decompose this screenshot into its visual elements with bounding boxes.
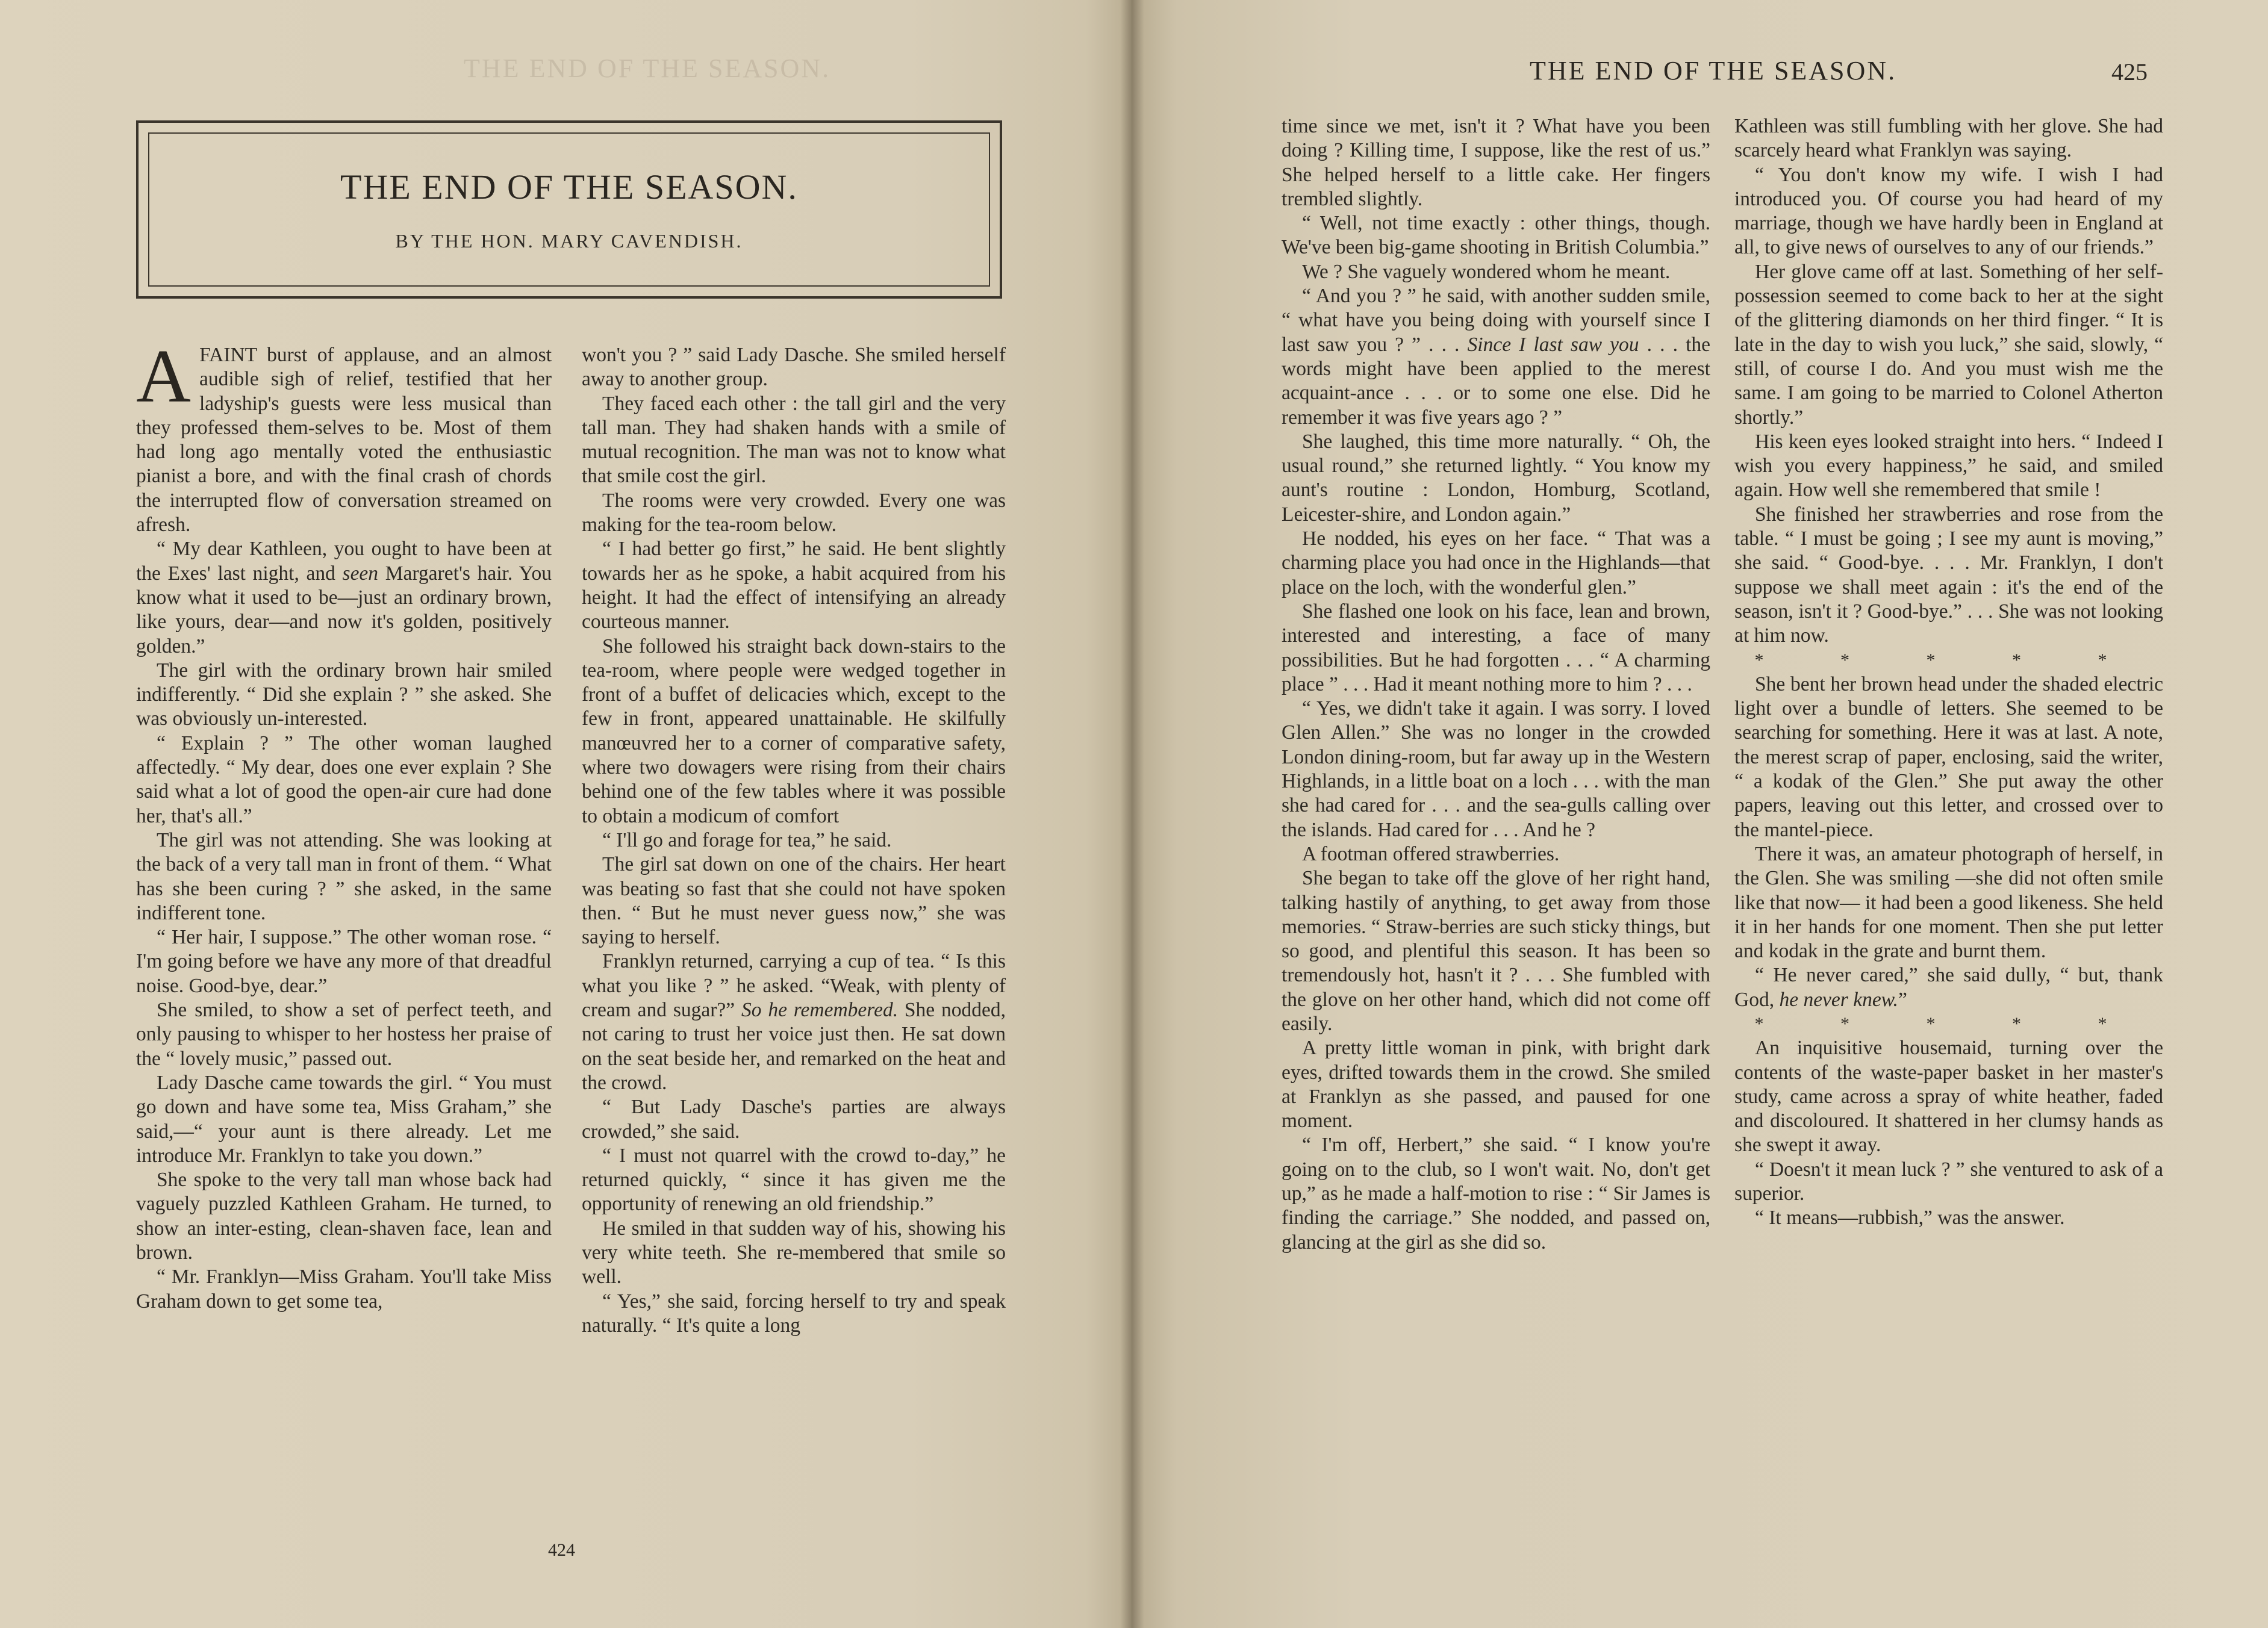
left-page xyxy=(0,0,1131,1628)
page-number-right: 425 xyxy=(2111,58,2148,85)
title-box-inner xyxy=(148,132,990,287)
paragraph: “ Explain ? ” The other woman laughed affectedly. “ My dear, does one ever explain ? She said what a lot of good the open-air cure had done her, that's all.” xyxy=(136,732,552,827)
paragraph-text: . . . the words might have been applied to the merest acquaint-ance . . . or to some one else. Did he remember it was five years ago ? ” xyxy=(1282,333,1710,429)
running-head: THE END OF THE SEASON. xyxy=(1530,56,1897,85)
paragraph: “ I'll go and forage for tea,” he said. xyxy=(602,828,892,851)
paragraph: She spoke to the very tall man whose back had vaguely puzzled Kathleen Graham. He turned, to show an inter-esting, clean-shaven face, lean and brown. xyxy=(136,1169,552,1264)
paragraph: She smiled, to show a set of perfect teeth, and only pausing to whisper to her hostess her praise of the “ lovely music,” passed out. xyxy=(136,999,552,1070)
paragraph: Kathleen was still fumbling with her glove. She had scarcely heard what Franklyn was saying. xyxy=(1734,115,2163,162)
gutter-shadow xyxy=(1120,0,1144,1628)
paragraph-text: ” xyxy=(1898,988,1907,1011)
paragraph: She flashed one look on his face, lean and brown, interested and interesting, a face of many possibilities. But he had forgotten . . . “ A charming place ” . . . Had it meant nothing more to him ? . . . xyxy=(1282,600,1710,695)
paragraph: The girl with the ordinary brown hair smiled indifferently. “ Did she explain ? ” she asked. She was obviously un-interested. xyxy=(136,659,552,730)
section-break: * * * * * xyxy=(1754,650,2143,670)
paragraph: Her glove came off at last. Something of her self-possession seemed to come back to her at the sight of the glittering diamonds on her third finger. “ It is late in the day to wish you luck,” she said, slowly, “ still, of course I do. And you must wish me the same. I am going to be married to Colonel Atherton shortly.” xyxy=(1734,260,2163,429)
paragraph: “ Yes,” she said, forcing herself to try and speak naturally. “ It's quite a long xyxy=(582,1290,1006,1337)
paragraph: “ Mr. Franklyn—Miss Graham. You'll take Miss Graham down to get some tea, xyxy=(136,1266,552,1313)
paragraph: She bent her brown head under the shaded electric light over a bundle of letters. She seemed to be searching for something. Here it was at last. A note, the merest scrap of paper, enclosing, said the writer, “ a kodak of the Glen.” She put away the other papers, leaving out this letter, and crossed over to the mantel-piece. xyxy=(1734,673,2163,841)
italic-text: So he remembered. xyxy=(741,999,899,1022)
paragraph: A footman offered strawberries. xyxy=(1302,842,1560,865)
italic-text: Since I last saw you xyxy=(1467,333,1639,356)
paragraph xyxy=(136,335,552,537)
paragraph: “ But Lady Dasche's parties are always crowded,” she said. xyxy=(582,1096,1006,1143)
paragraph: He smiled in that sudden way of his, showing his very white teeth. She re-membered that smile so well. xyxy=(582,1217,1006,1288)
paragraph-text: She nodded, not caring to trust her voice just then. He sat down on the seat beside her, and remarked on the heat and the crowd. xyxy=(582,999,1006,1094)
paragraph xyxy=(136,537,552,658)
paragraph xyxy=(582,949,1006,1095)
title-box xyxy=(136,120,1002,299)
paragraph: won't you ? ” said Lady Dasche. She smiled herself away to another group. xyxy=(582,344,1006,391)
paragraph: Lady Dasche came towards the girl. “ You must go down and have some tea, Miss Graham,” she said,—“ your aunt is there already. Let me introduce Mr. Franklyn to take you down.” xyxy=(136,1071,552,1167)
paragraph: She followed his straight back down-stairs to the tea-room, where people were wedged together in front of a buffet of delicacies which, except to the few in front, appeared unattainable. He skilfully manœuvred her to a corner of comparative safety, where two dowagers were rising from their chairs behind one of the few tables where it was possible to obtain a modicum of comfort xyxy=(582,635,1006,827)
paragraph-text: FAINT burst of applause, and an almost audible sigh of relief, testified that her ladyship's guests were less musical than they professed them-selves to be. Most of them had long ago mentally voted the enthusiastic pianist a bore, and with the final crash of chords the interrupted flow of conversation streamed on afresh. xyxy=(136,344,552,536)
paragraph: The rooms were very crowded. Every one was making for the tea-room below. xyxy=(582,489,1006,536)
paragraph: He nodded, his eyes on her face. “ That was a charming place you had once in the Highlands—that place on the loch, with the wonderful glen.” xyxy=(1282,527,1710,598)
paragraph-text: Franklyn returned, carrying a cup of tea. “ Is this what you like ? ” he asked. “Weak, with plenty of cream and sugar?” xyxy=(582,950,1006,1022)
column-2 xyxy=(582,343,1006,1338)
paragraph-text: “ And you ? ” he said, with another sudden smile, “ what have you being doing with yourself since I last saw you ? ” . . . xyxy=(1282,285,1710,356)
italic-text: he never knew. xyxy=(1779,988,1898,1011)
paragraph: “ Yes, we didn't take it again. I was sorry. I loved Glen Allen.” She was no longer in the crowded London dining-room, but far away up in the Western Highlands, in a little boat on a loch . . . with the man she had cared for . . . and the sea-gulls calling over the islands. Had cared for . . . And he ? xyxy=(1282,697,1710,841)
paragraph: “ Doesn't it mean luck ? ” she ventured to ask of a superior. xyxy=(1734,1158,2163,1205)
paragraph: There it was, an amateur photograph of herself, in the Glen. She was smiling —she did not often smile like that now— it had been a good likeness. She held it in her hands for one moment. Then she put letter and kodak in the grate and burnt them. xyxy=(1734,842,2163,963)
paragraph: “ I'm off, Herbert,” she said. “ I know you're going on to the club, so I won't wait. No, don't get up,” as he made a half-motion to rise : “ Sir James is finding the carriage.” She nodded, and passed on, glancing at the girl as she did so. xyxy=(1282,1134,1710,1254)
paragraph: “ I must not quarrel with the crowd to-day,” he returned quickly, “ since it has given me the opportunity of renewing an old friendship.” xyxy=(582,1144,1006,1216)
column-4 xyxy=(1734,114,2163,1231)
paragraph: We ? She vaguely wondered whom he meant. xyxy=(1302,260,1671,283)
column-1 xyxy=(136,335,552,1314)
paragraph: The girl sat down on one of the chairs. Her heart was beating so fast that she could not have spoken then. “ But he must never guess now,” she was saying to herself. xyxy=(582,853,1006,949)
paragraph: time since we met, isn't it ? What have you been doing ? Killing time, I suppose, like the rest of us.” She helped herself to a little cake. Her fingers trembled slightly. xyxy=(1282,115,1710,210)
paragraph: An inquisitive housemaid, turning over the contents of the waste-paper basket in her master's study, came across a spray of white heather, faded and discoloured. It shattered in her clumsy hands as she swept it away. xyxy=(1734,1037,2163,1157)
paragraph xyxy=(1282,284,1710,430)
paragraph: “ Her hair, I suppose.” The other woman rose. “ I'm going before we have any more of that dreadful noise. Good-bye, dear.” xyxy=(136,926,552,997)
paragraph: They faced each other : the tall girl and the very tall man. They had shaken hands with a smile of mutual recognition. The man was not to know what that smile cost the girl. xyxy=(582,392,1006,488)
article-title: THE END OF THE SEASON. xyxy=(340,167,798,207)
paragraph: The girl was not attending. She was looking at the back of a very tall man in front of them. “ What has she been curing ? ” she asked, in the same indifferent tone. xyxy=(136,828,552,924)
paragraph-text: “ He never cared,” she said dully, “ but, thank God, xyxy=(1734,964,2163,1011)
paragraph: She laughed, this time more naturally. “ Oh, the usual round,” she returned lightly. “ You know my aunt's routine : London, Homburg, Scotland, Leicester-shire, and London again.” xyxy=(1282,430,1710,526)
paragraph: His keen eyes looked straight into hers. “ Indeed I wish you every happiness,” he said, and smiled again. How well she remembered that smile ! xyxy=(1734,430,2163,502)
paragraph: A pretty little woman in pink, with bright dark eyes, drifted towards them in the crowd. She smiled at Franklyn as she passed, and paused for one moment. xyxy=(1282,1037,1710,1132)
paragraph: She began to take off the glove of her right hand, talking hastily of anything, to get away from those memories. “ Straw-berries are such sticky things, but so good, and plentiful this season. It has been so tremendously hot, hasn't it ? . . . She fumbled with the glove on her other hand, which did not come off easily. xyxy=(1282,867,1710,1035)
paragraph-text: Margaret's hair. You know what it used to be—just an ordinary brown, like yours, dear—and now it's golden, positively golden.” xyxy=(136,562,552,657)
page-number-left: 424 xyxy=(548,1540,575,1560)
italic-text: seen xyxy=(342,562,379,585)
article-byline: BY THE HON. MARY CAVENDISH. xyxy=(395,230,743,252)
paragraph: She finished her strawberries and rose from the table. “ I must be going ; I see my aunt is moving,” she said. “ Good-bye. . . . Mr. Franklyn, I don't suppose we shall meet again : it's the end of the season, isn't it ? Good-bye.” . . . She was not looking at him now. xyxy=(1734,503,2163,647)
paragraph: “ I had better go first,” he said. He bent slightly towards her as he spoke, a habit acquired from his height. It had the effect of intensifying an already courteous manner. xyxy=(582,538,1006,633)
bleed-through-heading: THE END OF THE SEASON. xyxy=(464,54,831,83)
paragraph: “ You don't know my wife. I wish I had introduced you. Of course you had heard of my marriage, though we have hardly been in England at all, to give news of ourselves to any of our friends.” xyxy=(1734,163,2163,259)
paragraph: “ It means—rubbish,” was the answer. xyxy=(1755,1207,2065,1229)
paragraph-text: “ My dear Kathleen, you ought to have been at the Exes' last night, and xyxy=(136,538,552,585)
drop-cap: A xyxy=(136,335,191,418)
paragraph: “ Well, not time exactly : other things, though. We've been big-game shooting in British Columbia.” xyxy=(1282,212,1710,259)
column-3 xyxy=(1282,114,1710,1255)
section-break: * * * * * xyxy=(1754,1013,2143,1034)
paragraph xyxy=(1734,963,2163,1012)
